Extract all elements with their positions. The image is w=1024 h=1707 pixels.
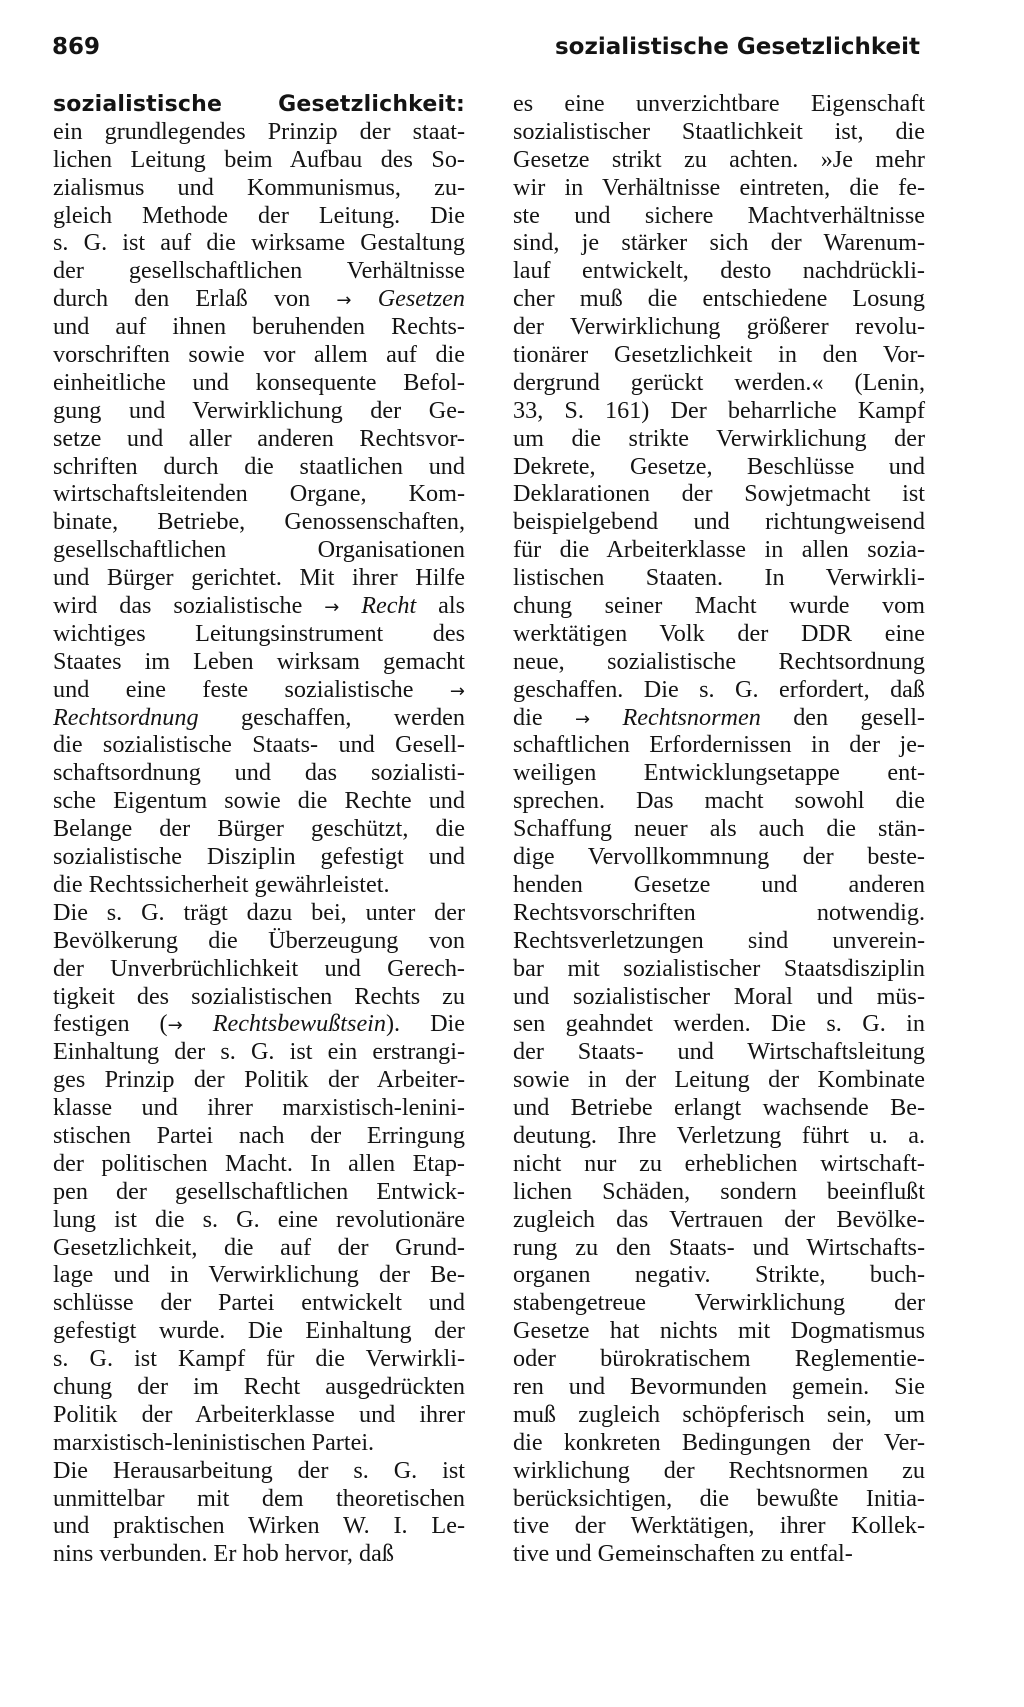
text-segment: durch den Erlaß von <box>53 285 337 313</box>
text-segment: der gesellschaftlichen Verhältnisse <box>53 257 465 285</box>
text-segment: für die Arbeiterklasse in allen sozia- <box>513 536 925 564</box>
text-segment: bar mit sozialistischer Staatsdisziplin <box>513 954 925 982</box>
text-line <box>513 955 925 983</box>
text-line <box>53 1122 465 1150</box>
text-line <box>513 508 925 536</box>
text-line <box>53 648 465 676</box>
text-line <box>513 1178 925 1206</box>
text-line <box>53 1234 465 1262</box>
text-segment: s. G. ist Kampf für die Verwirkli- <box>53 1345 465 1373</box>
text-line <box>513 648 925 676</box>
text-line <box>513 1010 925 1038</box>
text-segment: Bevölkerung die Überzeugung von <box>53 926 465 954</box>
text-segment: werktätigen Volk der DDR eine <box>513 619 925 647</box>
text-line <box>53 202 465 230</box>
text-line <box>53 453 465 481</box>
text-segment: pen der gesellschaftlichen Entwick- <box>53 1177 465 1205</box>
cross-reference-arrow: → <box>336 290 352 312</box>
text-line <box>513 1038 925 1066</box>
text-line <box>513 1317 925 1345</box>
text-line <box>53 564 465 592</box>
text-segment: geschaffen, werden <box>198 703 465 731</box>
text-line <box>53 174 465 202</box>
running-head: sozialistische Gesetzlichkeit <box>554 34 920 60</box>
text-line <box>513 369 925 397</box>
text-segment: marxistisch-leninistischen Partei. <box>53 1428 375 1456</box>
text-segment: einheitliche und konsequente Befol- <box>53 368 465 396</box>
text-line <box>53 1345 465 1373</box>
text-segment: gung und Verwirklichung der Ge- <box>53 396 465 424</box>
text-segment: binate, Betriebe, Genossenschaften, <box>53 508 465 536</box>
text-line <box>513 118 925 146</box>
text-line <box>513 1512 925 1540</box>
text-segment: zialismus und Kommunismus, zu- <box>53 173 465 201</box>
text-line <box>513 927 925 955</box>
text-segment: Staates im Leben wirksam gemacht <box>53 647 465 675</box>
text-segment: zugleich das Vertrauen der Bevölke- <box>513 1205 925 1233</box>
text-segment: tive und Gemeinschaften zu entfal- <box>513 1540 853 1568</box>
text-segment: neue, sozialistische Rechtsordnung <box>513 647 925 675</box>
text-segment: die Rechtssicherheit gewährleistet. <box>53 870 390 898</box>
text-segment: klasse und ihrer marxistisch-lenini- <box>53 1094 465 1122</box>
text-segment: deutung. Ihre Verletzung führt u. a. <box>513 1121 925 1149</box>
text-line <box>53 1317 465 1345</box>
text-line <box>53 731 465 759</box>
text-line <box>513 1289 925 1317</box>
text-segment <box>590 704 622 731</box>
text-line <box>53 313 465 341</box>
text-segment: sozialistischer Staatlichkeit ist, die <box>513 117 925 145</box>
text-segment: Gesetzlichkeit, die auf der Grund- <box>53 1233 465 1261</box>
cross-reference-term: Rechtsordnung <box>53 703 199 731</box>
text-line <box>53 369 465 397</box>
text-line <box>53 787 465 815</box>
text-segment: sche Eigentum sowie die Rechte und <box>53 787 465 815</box>
text-line <box>513 592 925 620</box>
cross-reference-term: Gesetzen <box>377 285 466 313</box>
left-column-body <box>53 118 465 1568</box>
text-segment <box>339 592 361 619</box>
text-segment: gleich Methode der Leitung. Die <box>53 201 465 229</box>
text-line <box>53 118 465 146</box>
text-segment: beispielgebend und richtungweisend <box>513 508 925 536</box>
text-line <box>53 843 465 871</box>
text-segment: ). Die <box>386 1010 466 1038</box>
text-segment: Dekrete, Gesetze, Beschlüsse und <box>513 452 925 480</box>
text-line <box>513 731 925 759</box>
text-line <box>53 955 465 983</box>
text-segment: ren und Bevormunden gemein. Sie <box>513 1372 925 1400</box>
text-line <box>513 564 925 592</box>
text-line <box>513 285 925 313</box>
text-segment: der Unverbrüchlichkeit und Gerech- <box>53 954 465 982</box>
text-line <box>513 759 925 787</box>
text-line <box>53 1010 465 1038</box>
text-segment: und eine feste sozialistische <box>53 675 450 703</box>
text-line <box>513 1150 925 1178</box>
text-line <box>53 1540 465 1568</box>
text-line <box>53 1038 465 1066</box>
text-segment: tigkeit des sozialistischen Rechts zu <box>53 982 465 1010</box>
text-line <box>513 1206 925 1234</box>
text-line <box>513 704 925 732</box>
text-line <box>53 1150 465 1178</box>
text-segment: tionärer Gesetzlichkeit in den Vor- <box>513 341 925 369</box>
text-line <box>513 620 925 648</box>
text-line <box>53 592 465 620</box>
text-line <box>513 815 925 843</box>
text-line <box>513 90 925 118</box>
text-line <box>513 787 925 815</box>
text-line <box>53 759 465 787</box>
text-segment: gefestigt wurde. Die Einhaltung der <box>53 1317 465 1345</box>
text-line <box>53 285 465 313</box>
text-segment: berücksichtigen, die bewußte Initia- <box>513 1484 925 1512</box>
text-line <box>513 1122 925 1150</box>
text-line <box>513 536 925 564</box>
text-line <box>513 313 925 341</box>
text-segment: wir in Verhältnisse eintreten, die fe- <box>513 173 925 201</box>
text-segment: stischen Partei nach der Erringung <box>53 1121 465 1149</box>
text-segment: nicht nur zu erheblichen wirtschaft- <box>513 1149 925 1177</box>
text-segment: Deklarationen der Sowjetmacht ist <box>513 480 925 508</box>
text-segment: lung ist die s. G. eine revolutionäre <box>53 1205 465 1233</box>
text-line <box>53 397 465 425</box>
text-line <box>513 1066 925 1094</box>
text-line <box>513 1234 925 1262</box>
text-line <box>513 1540 925 1568</box>
text-segment: gesellschaftlichen Organisationen <box>53 536 465 564</box>
text-segment: chung der im Recht ausgedrückten <box>53 1372 465 1400</box>
cross-reference-arrow: → <box>574 708 591 730</box>
text-line <box>513 899 925 927</box>
text-line <box>513 1485 925 1513</box>
text-line <box>53 815 465 843</box>
text-segment: ges Prinzip der Politik der Arbeiter- <box>53 1066 465 1094</box>
text-segment: organen negativ. Strikte, buch- <box>513 1261 925 1289</box>
text-line <box>513 1345 925 1373</box>
text-segment: Die s. G. trägt dazu bei, unter der <box>53 898 465 926</box>
text-line <box>513 146 925 174</box>
text-segment: und sozialistischer Moral und müs- <box>513 982 925 1010</box>
text-line <box>513 871 925 899</box>
text-segment: der Verwirklichung größerer revolu- <box>513 313 925 341</box>
text-segment: wird das sozialistische <box>53 592 325 620</box>
text-line <box>513 1457 925 1485</box>
text-line <box>513 1401 925 1429</box>
text-segment: s. G. ist auf die wirksame Gestaltung <box>53 229 465 257</box>
text-line <box>513 397 925 425</box>
page-number: 869 <box>52 34 101 60</box>
text-line <box>53 480 465 508</box>
text-segment: lage und in Verwirklichung der Be- <box>53 1261 465 1289</box>
text-line <box>53 1457 465 1485</box>
text-segment: muß zugleich schöpferisch sein, um <box>513 1400 925 1428</box>
text-segment: Politik der Arbeiterklasse und ihrer <box>53 1400 465 1428</box>
cross-reference-term: Rechtsbewußtsein <box>212 1010 386 1038</box>
text-line <box>53 704 465 732</box>
text-line <box>53 257 465 285</box>
text-segment: als <box>416 592 466 620</box>
text-segment: Schaffung neuer als auch die stän- <box>513 815 925 843</box>
text-line <box>513 1429 925 1457</box>
text-line <box>513 1094 925 1122</box>
text-line <box>53 146 465 174</box>
text-line <box>513 1373 925 1401</box>
text-segment: die sozialistische Staats- und Gesell- <box>53 731 465 759</box>
text-line <box>513 341 925 369</box>
text-line <box>53 1178 465 1206</box>
text-segment: chung seiner Macht wurde vom <box>513 592 925 620</box>
text-segment: schlüsse der Partei entwickelt und <box>53 1289 465 1317</box>
text-segment: den gesell- <box>760 703 925 731</box>
text-segment: dige Vervollkommnung der beste- <box>513 843 925 871</box>
text-line <box>513 453 925 481</box>
text-line <box>513 229 925 257</box>
text-line <box>513 202 925 230</box>
text-segment: Einhaltung der s. G. ist ein erstrangi- <box>53 1038 465 1066</box>
headword-line <box>53 90 465 118</box>
text-segment: oder bürokratischem Reglementie- <box>513 1345 925 1373</box>
text-segment: lichen Leitung beim Aufbau des So- <box>53 145 465 173</box>
cross-reference-arrow: → <box>324 597 340 619</box>
text-segment: vorschriften sowie vor allem auf die <box>53 341 465 369</box>
text-segment: lauf entwickelt, desto nachdrückli- <box>513 257 925 285</box>
text-segment: weiligen Entwicklungsetappe ent- <box>513 759 925 787</box>
text-line <box>53 536 465 564</box>
text-line <box>53 1066 465 1094</box>
text-line <box>53 1373 465 1401</box>
text-segment: cher muß die entschiedene Losung <box>513 285 925 313</box>
text-segment: ein grundlegendes Prinzip der staat- <box>53 117 465 145</box>
text-line <box>513 174 925 202</box>
text-line <box>53 871 465 899</box>
text-line <box>53 676 465 704</box>
text-segment: sprechen. Das macht sowohl die <box>513 787 925 815</box>
text-segment: der politischen Macht. In allen Etap- <box>53 1149 465 1177</box>
text-segment: festigen ( <box>53 1010 168 1038</box>
text-segment: nins verbunden. Er hob hervor, daß <box>53 1540 394 1568</box>
text-segment: Belange der Bürger geschützt, die <box>53 815 465 843</box>
text-line <box>513 480 925 508</box>
right-column <box>513 90 925 1568</box>
text-segment: dergrund gerückt werden.« (Lenin, <box>513 368 925 396</box>
text-segment: um die strikte Verwirklichung der <box>513 424 925 452</box>
text-segment: schaftlichen Erfordernissen in der je- <box>513 731 925 759</box>
text-segment: 33, S. 161) Der beharrliche Kampf <box>513 396 925 424</box>
text-segment: sowie in der Leitung der Kombinate <box>513 1066 925 1094</box>
text-line <box>53 1289 465 1317</box>
text-segment: sen geahndet werden. Die s. G. in <box>513 1010 925 1038</box>
text-segment: setze und aller anderen Rechtsvor- <box>53 424 465 452</box>
text-segment <box>183 1010 213 1037</box>
text-line <box>53 983 465 1011</box>
text-segment: sind, je stärker sich der Warenum- <box>513 229 925 257</box>
text-segment: die <box>513 703 575 731</box>
text-segment: der Staats- und Wirtschaftsleitung <box>513 1038 925 1066</box>
text-segment: wirtschaftsleitenden Organe, Kom- <box>53 480 465 508</box>
text-line <box>513 257 925 285</box>
text-segment: Gesetze hat nichts mit Dogmatismus <box>513 1317 925 1345</box>
cross-reference-term: Rechtsnormen <box>622 703 761 731</box>
text-line <box>53 1485 465 1513</box>
cross-reference-arrow: → <box>449 680 465 702</box>
text-segment: listischen Staaten. In Verwirkli- <box>513 564 925 592</box>
right-column-body <box>513 90 925 1568</box>
text-line <box>513 843 925 871</box>
text-segment: rung zu den Staats- und Wirtschafts- <box>513 1233 925 1261</box>
cross-reference-arrow: → <box>167 1015 183 1037</box>
text-line <box>513 425 925 453</box>
entry-headword: sozialistische Gesetzlichkeit: <box>53 92 465 117</box>
text-line <box>53 1206 465 1234</box>
text-segment: und auf ihnen beruhenden Rechts- <box>53 313 465 341</box>
text-segment: sozialistische Disziplin gefestigt und <box>53 843 465 871</box>
text-segment: und Betriebe erlangt wachsende Be- <box>513 1094 925 1122</box>
text-line <box>53 1094 465 1122</box>
text-segment <box>352 285 378 312</box>
text-line <box>513 676 925 704</box>
text-segment: wichtiges Leitungsinstrument des <box>53 619 465 647</box>
text-segment: stabengetreue Verwirklichung der <box>513 1289 925 1317</box>
text-segment: Gesetze strikt zu achten. »Je mehr <box>513 145 925 173</box>
text-line <box>53 341 465 369</box>
text-segment: schaftsordnung und das sozialisti- <box>53 759 465 787</box>
text-line <box>53 1261 465 1289</box>
text-segment: ste und sichere Machtverhältnisse <box>513 201 925 229</box>
text-segment: Die Herausarbeitung der s. G. ist <box>53 1456 465 1484</box>
cross-reference-term: Recht <box>361 592 417 620</box>
text-line <box>53 899 465 927</box>
text-line <box>53 1429 465 1457</box>
text-segment: Rechtsverletzungen sind unverein- <box>513 926 925 954</box>
text-segment: wirklichung der Rechtsnormen zu <box>513 1456 925 1484</box>
text-line <box>53 620 465 648</box>
text-line <box>53 927 465 955</box>
text-line <box>513 1261 925 1289</box>
text-line <box>53 508 465 536</box>
text-line <box>53 1401 465 1429</box>
text-segment: und praktischen Wirken W. I. Le- <box>53 1512 465 1540</box>
text-segment: es eine unverzichtbare Eigenschaft <box>513 90 925 117</box>
text-segment: tive der Werktätigen, ihrer Kollek- <box>513 1512 925 1540</box>
text-segment: Rechtsvorschriften notwendig. <box>513 898 925 926</box>
text-line <box>513 983 925 1011</box>
text-segment: lichen Schäden, sondern beeinflußt <box>513 1177 925 1205</box>
text-line <box>53 1512 465 1540</box>
text-line <box>53 229 465 257</box>
text-segment: henden Gesetze und anderen <box>513 870 925 898</box>
text-segment: die konkreten Bedingungen der Ver- <box>513 1428 925 1456</box>
text-segment: und Bürger gerichtet. Mit ihrer Hilfe <box>53 564 465 592</box>
text-segment: geschaffen. Die s. G. erfordert, daß <box>513 675 925 703</box>
text-line <box>53 425 465 453</box>
left-column <box>53 90 465 1568</box>
text-segment: unmittelbar mit dem theoretischen <box>53 1484 465 1512</box>
text-segment: schriften durch die staatlichen und <box>53 452 465 480</box>
